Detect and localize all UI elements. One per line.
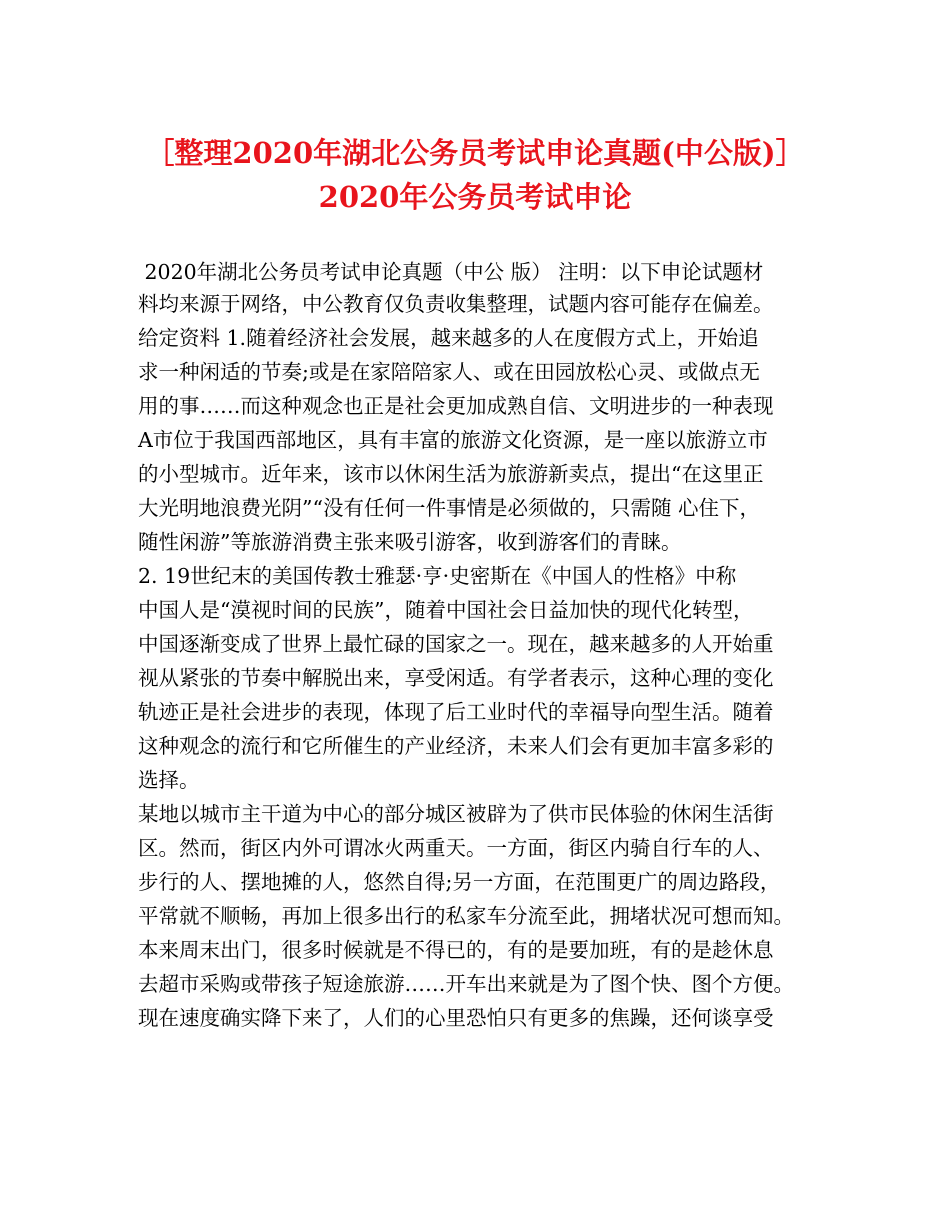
body-line: A市位于我国西部地区，具有丰富的旅游文化资源，是一座以旅游立市 — [138, 428, 768, 452]
body-line: 中国人是“漠视时间的民族”，随着中国社会日益加快的现代化转型， — [138, 598, 754, 622]
body-line: 本来周末出门，很多时候就是不得已的，有的是要加班，有的是趁休息 — [138, 938, 774, 962]
body-line: 平常就不顺畅，再加上很多出行的私家车分流至此，拥堵状况可想而知。 — [138, 904, 794, 928]
body-line: 料均来源于网络，中公教育仅负责收集整理，试题内容可能存在偏差。 — [138, 292, 774, 316]
body-line: 随性闲游”等旅游消费主张来吸引游客，收到游客们的青睐。 — [138, 530, 682, 554]
body-line: 给定资料 1.随着经济社会发展，越来越多的人在度假方式上，开始追 — [138, 326, 759, 350]
body-line: 大光明地浪费光阴”“没有任何一件事情是必须做的，只需随 心住下， — [138, 496, 760, 520]
body-line: 视从紧张的节奏中解脱出来，享受闲适。有学者表示，这种心理的变化 — [138, 666, 774, 690]
body-line: 的小型城市。近年来，该市以休闲生活为旅游新卖点，提出“在这里正 — [138, 462, 764, 486]
body-line: 轨迹正是社会进步的表现，体现了后工业时代的幸福导向型生活。随着 — [138, 700, 774, 724]
body-line: 2. 19世纪末的美国传教士雅瑟·亨·史密斯在《中国人的性格》中称 — [138, 564, 737, 588]
document-subtitle: 2020年公务员考试申论 — [318, 180, 632, 214]
body-line: 中国逐渐变成了世界上最忙碌的国家之一。现在，越来越多的人开始重 — [138, 632, 774, 656]
body-line: 现在速度确实降下来了，人们的心里恐怕只有更多的焦躁，还何谈享受 — [138, 1006, 774, 1030]
document-title: ［整理2020年湖北公务员考试申论真题(中公版)］ — [145, 136, 805, 170]
body-line: 用的事……而这种观念也正是社会更加成熟自信、文明进步的一种表现 — [138, 394, 774, 418]
body-line: 这种观念的流行和它所催生的产业经济，未来人们会有更加丰富多彩的 — [138, 734, 774, 758]
body-line: 去超市采购或带孩子短途旅游……开车出来就是为了图个快、图个方便。 — [138, 972, 794, 996]
body-line: 2020年湖北公务员考试申论真题（中公 版） 注明：以下申论试题材 — [138, 260, 764, 284]
body-line: 选择。 — [138, 768, 200, 792]
body-line: 区。然而，街区内外可谓冰火两重天。一方面，街区内骑自行车的人、 — [138, 836, 774, 860]
body-line: 步行的人、摆地摊的人，悠然自得;另一方面，在范围更广的周边路段， — [138, 870, 781, 894]
body-line: 求一种闲适的节奏;或是在家陪陪家人、或在田园放松心灵、或做点无 — [138, 360, 760, 384]
body-line: 某地以城市主干道为中心的部分城区被辟为了供市民体验的休闲生活街 — [138, 802, 774, 826]
